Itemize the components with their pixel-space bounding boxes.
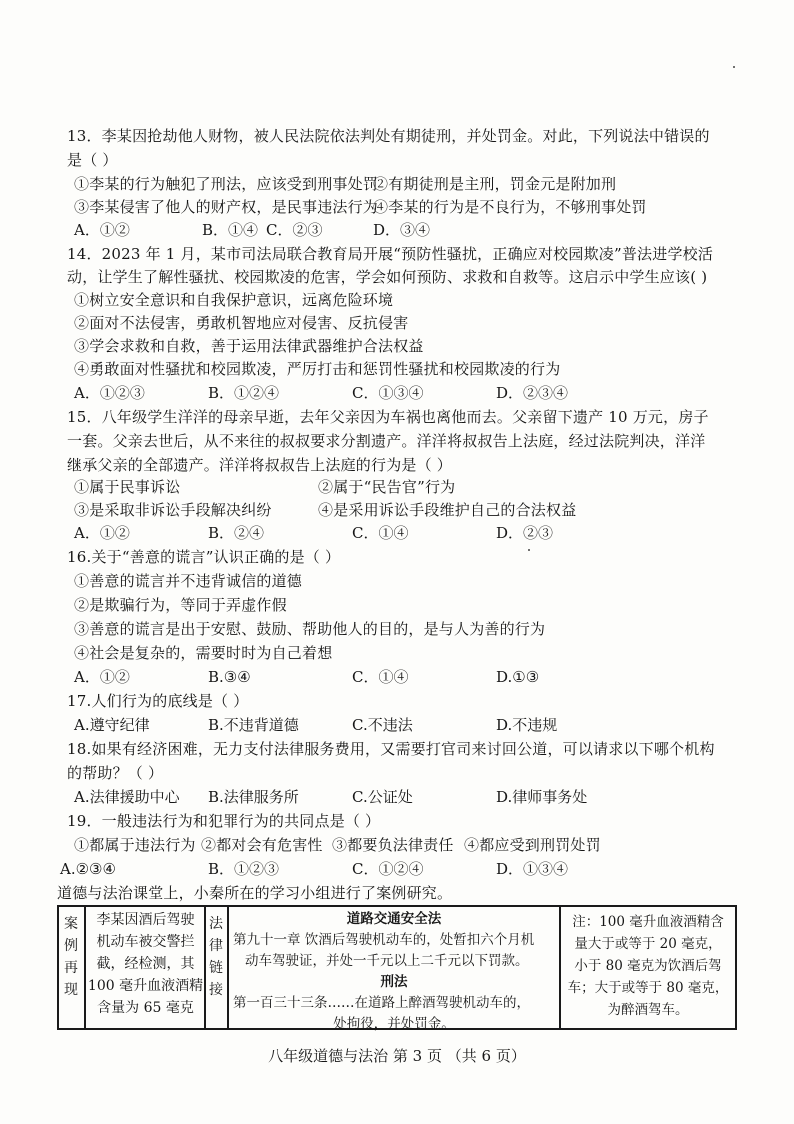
q15-stem-line1: 15．八年级学生洋洋的母亲早逝，去年父亲因为车祸也离他而去。父亲留下遗产 10 万元，房子 [67,408,709,426]
scan-speck [528,549,530,551]
page-footer: 八年级道德与法治 第 3 页 （共 6 页） [268,1047,526,1065]
note-line: 车；大于或等于 80 毫克， [567,980,729,996]
q15-option-c[interactable]: C．①④ [352,524,409,542]
q18-option-b[interactable]: B.法律服务所 [208,788,299,806]
table-divider [559,907,561,1028]
q19-statement-3: ③都要负法律责任 [332,836,454,854]
law2-title: 刑法 [380,974,408,990]
q15-option-a[interactable]: A．①② [74,524,130,542]
case-line: 含量为 65 毫克 [97,1000,194,1016]
law2-line: 处拘役，并处罚金。 [333,1016,455,1032]
q13-option-a[interactable]: A．①② [74,221,130,239]
case-table [57,905,737,1030]
q18-option-d[interactable]: D.律师事务处 [496,788,588,806]
q16-option-a[interactable]: A．①② [74,668,130,686]
q14-statement-2: ②面对不法侵害，勇敢机智地应对侵害、反抗侵害 [74,314,409,332]
q16-statement-4: ④社会是复杂的，需要时时为自己着想 [74,644,333,662]
q13-stem-line2: 是（ ） [67,151,118,169]
q16-statement-1: ①善意的谎言并不违背诚信的道德 [74,572,303,590]
law1-title: 道路交通安全法 [346,911,442,927]
q19-statement-1: ①都属于违法行为 [74,836,196,854]
q14-stem-line2: 动，让学生了解性骚扰、校园欺凌的危害，学会如何预防、求救和自救等。这启示中学生应该( ) [67,268,708,286]
q15-statement-3: ③是采取非诉讼手段解决纠纷 [74,501,272,519]
q14-option-a[interactable]: A．①②③ [74,384,145,402]
law1-line: 第九十一章 饮酒后驾驶机动车的，处暂扣六个月机 [233,932,535,948]
q16-option-d[interactable]: D.①③ [496,668,540,686]
law-excerpts [229,909,559,1035]
note-line: 为醉酒驾车。 [607,1002,689,1018]
q13-statement-1: ①李某的行为触犯了刑法，应该受到刑事处罚 [74,175,379,193]
q15-statement-4: ④是采用诉讼手段维护自己的合法权益 [318,501,577,519]
q17-option-d[interactable]: D.不违规 [496,716,558,734]
q17-option-b[interactable]: B.不违背道德 [208,716,299,734]
q13-stem-line1: 13．李某因抢劫他人财物，被人民法院依法判处有期徒刑，并处罚金。对此，下列说法中错误的 [67,127,710,145]
case-description [87,909,204,1019]
q14-statement-1: ①树立安全意识和自我保护意识，远离危险环境 [74,291,394,309]
case-line: 100 毫升血液酒精 [87,978,204,994]
law-header: 法律链接 [209,916,223,998]
q16-stem: 16.关于“善意的谎言”认识正确的是（ ） [67,548,341,566]
q13-statement-3: ③李某侵害了他人的财产权，是民事违法行为 [74,198,379,216]
scan-speck [733,66,735,68]
q18-option-a[interactable]: A.法律援助中心 [74,788,180,806]
q19-stem: 19．一般违法行为和犯罪行为的共同点是（ ） [67,812,381,830]
case-line: 李某因酒后驾驶 [96,912,195,928]
q14-statement-4: ④勇敢面对性骚扰和校园欺凌，严厉打击和惩罚性骚扰和校园欺凌的行为 [74,360,561,378]
case-line: 截，经检测，其 [96,956,195,972]
q14-option-c[interactable]: C．①③④ [352,384,424,402]
case-header: 案例再现 [64,916,78,998]
q18-option-c[interactable]: C.公证处 [352,788,413,806]
q15-stem-line2: 一套。父亲去世后，从不来往的叔叔要求分割遗产。洋洋将叔叔告上法庭，经过法院判决，洋洋 [67,432,706,450]
q16-option-b[interactable]: B.③④ [208,668,251,686]
note-box [562,911,734,1021]
q15-option-d[interactable]: D．②③ [496,524,554,542]
q14-stem-line1: 14．2023 年 1 月，某市司法局联合教育局开展“预防性骚扰，正确应对校园欺凌”普法进学校活 [67,245,714,263]
q13-option-c[interactable]: C．②③ [266,221,323,239]
q18-stem-line1: 18.如果有经济困难，无力支付法律服务费用，又需要打官司来讨回公道，可以请求以下哪个机构 [67,740,715,758]
q17-option-a[interactable]: A.遵守纪律 [74,716,150,734]
q17-stem: 17.人们行为的底线是（ ） [67,692,249,710]
note-line: 量大于或等于 20 毫克， [574,936,722,952]
q16-statement-2: ②是欺骗行为，等同于弄虚作假 [74,596,287,614]
q15-statement-1: ①属于民事诉讼 [74,478,181,496]
case-intro: 道德与法治课堂上，小秦所在的学习小组进行了案例研究。 [57,884,453,902]
q14-option-b[interactable]: B．①②④ [208,384,280,402]
q19-statement-4: ④都应受到刑罚处罚 [464,836,601,854]
q15-stem-line3: 继承父亲的全部遗产。洋洋将叔叔告上法庭的行为是（ ） [67,456,452,474]
law2-line: 第一百三十三条……在道路上醉酒驾驶机动车的， [233,995,530,1011]
q17-option-c[interactable]: C.不违法 [352,716,413,734]
q13-option-b[interactable]: B．①④ [202,221,259,239]
table-divider [204,907,206,1028]
q13-statement-2: ②有期徒刑是主刑，罚金元是附加刑 [373,175,617,193]
q14-option-d[interactable]: D．②③④ [496,384,569,402]
q19-option-d[interactable]: D．①③④ [496,860,569,878]
q13-option-d[interactable]: D．③④ [373,221,431,239]
q15-option-b[interactable]: B．②④ [208,524,265,542]
q16-option-c[interactable]: C．①④ [352,668,409,686]
q15-statement-2: ②属于“民告官”行为 [318,478,456,496]
q14-statement-3: ③学会求救和自救，善于运用法律武器维护合法权益 [74,337,424,355]
note-line: 注：100 毫升血液酒精含 [572,914,724,930]
q19-statement-2: ②都对会有危害性 [201,836,323,854]
q19-option-a[interactable]: A.②③④ [60,860,116,878]
law1-line: 动车驾驶证，并处一千元以上二千元以下罚款。 [245,953,529,969]
q18-stem-line2: 的帮助？（ ） [67,764,164,782]
table-divider [84,907,86,1028]
q19-option-c[interactable]: C．①②④ [352,860,424,878]
q13-statement-4: ④李某的行为是不良行为，不够刑事处罚 [373,198,647,216]
q19-option-b[interactable]: B．①②③ [208,860,280,878]
case-line: 机动车被交警拦 [96,934,195,950]
q16-statement-3: ③善意的谎言是出于安慰、鼓励、帮助他人的目的，是与人为善的行为 [74,620,546,638]
note-line: 小于 80 毫克为饮酒后驾 [574,958,722,974]
